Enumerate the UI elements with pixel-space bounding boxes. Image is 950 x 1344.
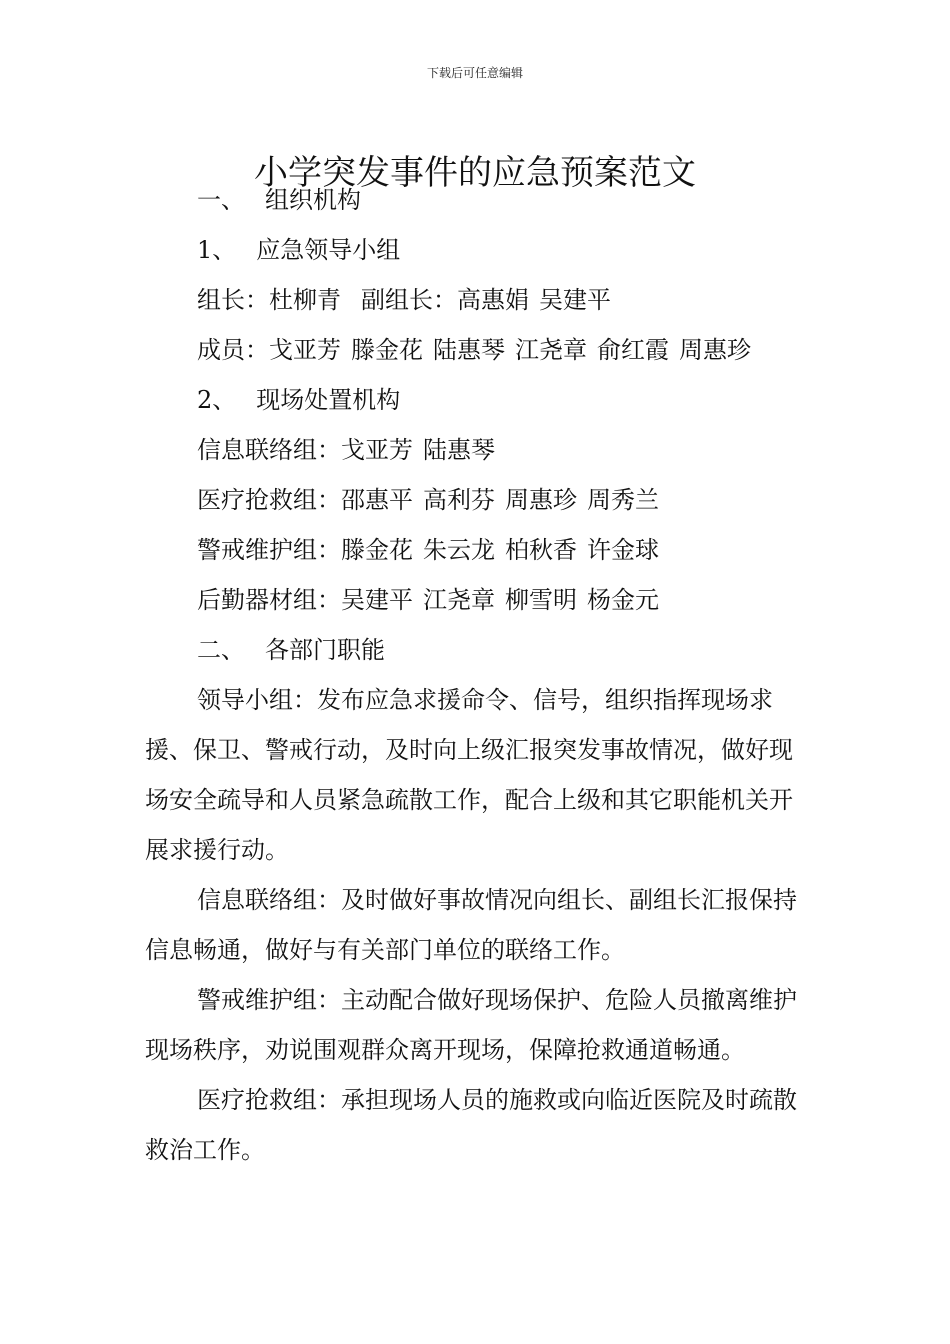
subsection-title: 应急领导小组 xyxy=(256,236,401,264)
group-line xyxy=(145,475,810,525)
duty-paragraph-security: 警戒维护组：主动配合做好现场保护、危险人员撤离维护现场秩序，劝说围观群众离开现场，保障抢救通道畅通。 xyxy=(145,986,797,1064)
deputy-label: 副组长： xyxy=(361,286,457,314)
subsection-title: 现场处置机构 xyxy=(256,386,401,414)
subsection-number: 1、 xyxy=(197,236,237,264)
document-body xyxy=(145,175,810,1175)
subsection-heading-1 xyxy=(145,225,810,275)
leader-name: 杜柳青 xyxy=(269,286,341,314)
member-name: 陆惠琴 xyxy=(433,336,505,364)
leader-line xyxy=(145,275,810,325)
member-name: 滕金花 xyxy=(351,336,423,364)
members-line xyxy=(145,325,810,375)
group-label: 医疗抢救组： xyxy=(197,486,341,514)
members-label: 成员： xyxy=(197,336,269,364)
section-number: 一、 xyxy=(197,186,245,214)
group-member: 江尧章 xyxy=(423,586,495,614)
subsection-number: 2、 xyxy=(197,386,237,414)
group-member: 朱云龙 xyxy=(423,536,495,564)
group-member: 杨金元 xyxy=(587,586,659,614)
member-name: 俞红霞 xyxy=(597,336,669,364)
group-member: 周秀兰 xyxy=(587,486,659,514)
group-member: 柳雪明 xyxy=(505,586,577,614)
group-member: 吴建平 xyxy=(341,586,413,614)
group-member: 邵惠平 xyxy=(341,486,413,514)
member-name: 江尧章 xyxy=(515,336,587,364)
duty-paragraph-medical: 医疗抢救组：承担现场人员的施救或向临近医院及时疏散救治工作。 xyxy=(145,1086,797,1164)
leader-label: 组长： xyxy=(197,286,269,314)
group-member: 柏秋香 xyxy=(505,536,577,564)
document-title: 小学突发事件的应急预案范文 xyxy=(254,152,696,193)
group-member: 陆惠琴 xyxy=(423,436,495,464)
group-member: 许金球 xyxy=(587,536,659,564)
member-name: 戈亚芳 xyxy=(269,336,341,364)
group-line xyxy=(145,575,810,625)
group-member: 周惠珍 xyxy=(505,486,577,514)
section-title: 组织机构 xyxy=(265,186,361,214)
duty-paragraph-liaison: 信息联络组：及时做好事故情况向组长、副组长汇报保持信息畅通，做好与有关部门单位的联络工作。 xyxy=(145,886,797,964)
group-label: 警戒维护组： xyxy=(197,536,341,564)
section-title: 各部门职能 xyxy=(265,636,385,664)
section-heading-1 xyxy=(145,175,810,225)
group-line xyxy=(145,425,810,475)
group-member: 戈亚芳 xyxy=(341,436,413,464)
deputy-name: 高惠娟 xyxy=(457,286,529,314)
group-label: 后勤器材组： xyxy=(197,586,341,614)
duty-paragraph-leadership: 领导小组：发布应急求援命令、信号，组织指挥现场求援、保卫、警戒行动，及时向上级汇报突发事故情况，做好现场安全疏导和人员紧急疏散工作，配合上级和其它职能机关开展求援行动。 xyxy=(145,686,793,864)
member-name: 周惠珍 xyxy=(679,336,751,364)
group-label: 信息联络组： xyxy=(197,436,341,464)
section-number: 二、 xyxy=(197,636,245,664)
group-member: 滕金花 xyxy=(341,536,413,564)
deputy-name: 吴建平 xyxy=(539,286,611,314)
section-heading-2 xyxy=(145,625,810,675)
group-member: 高利芬 xyxy=(423,486,495,514)
subsection-heading-2 xyxy=(145,375,810,425)
header-note: 下载后可任意编辑 xyxy=(426,66,523,80)
group-line xyxy=(145,525,810,575)
